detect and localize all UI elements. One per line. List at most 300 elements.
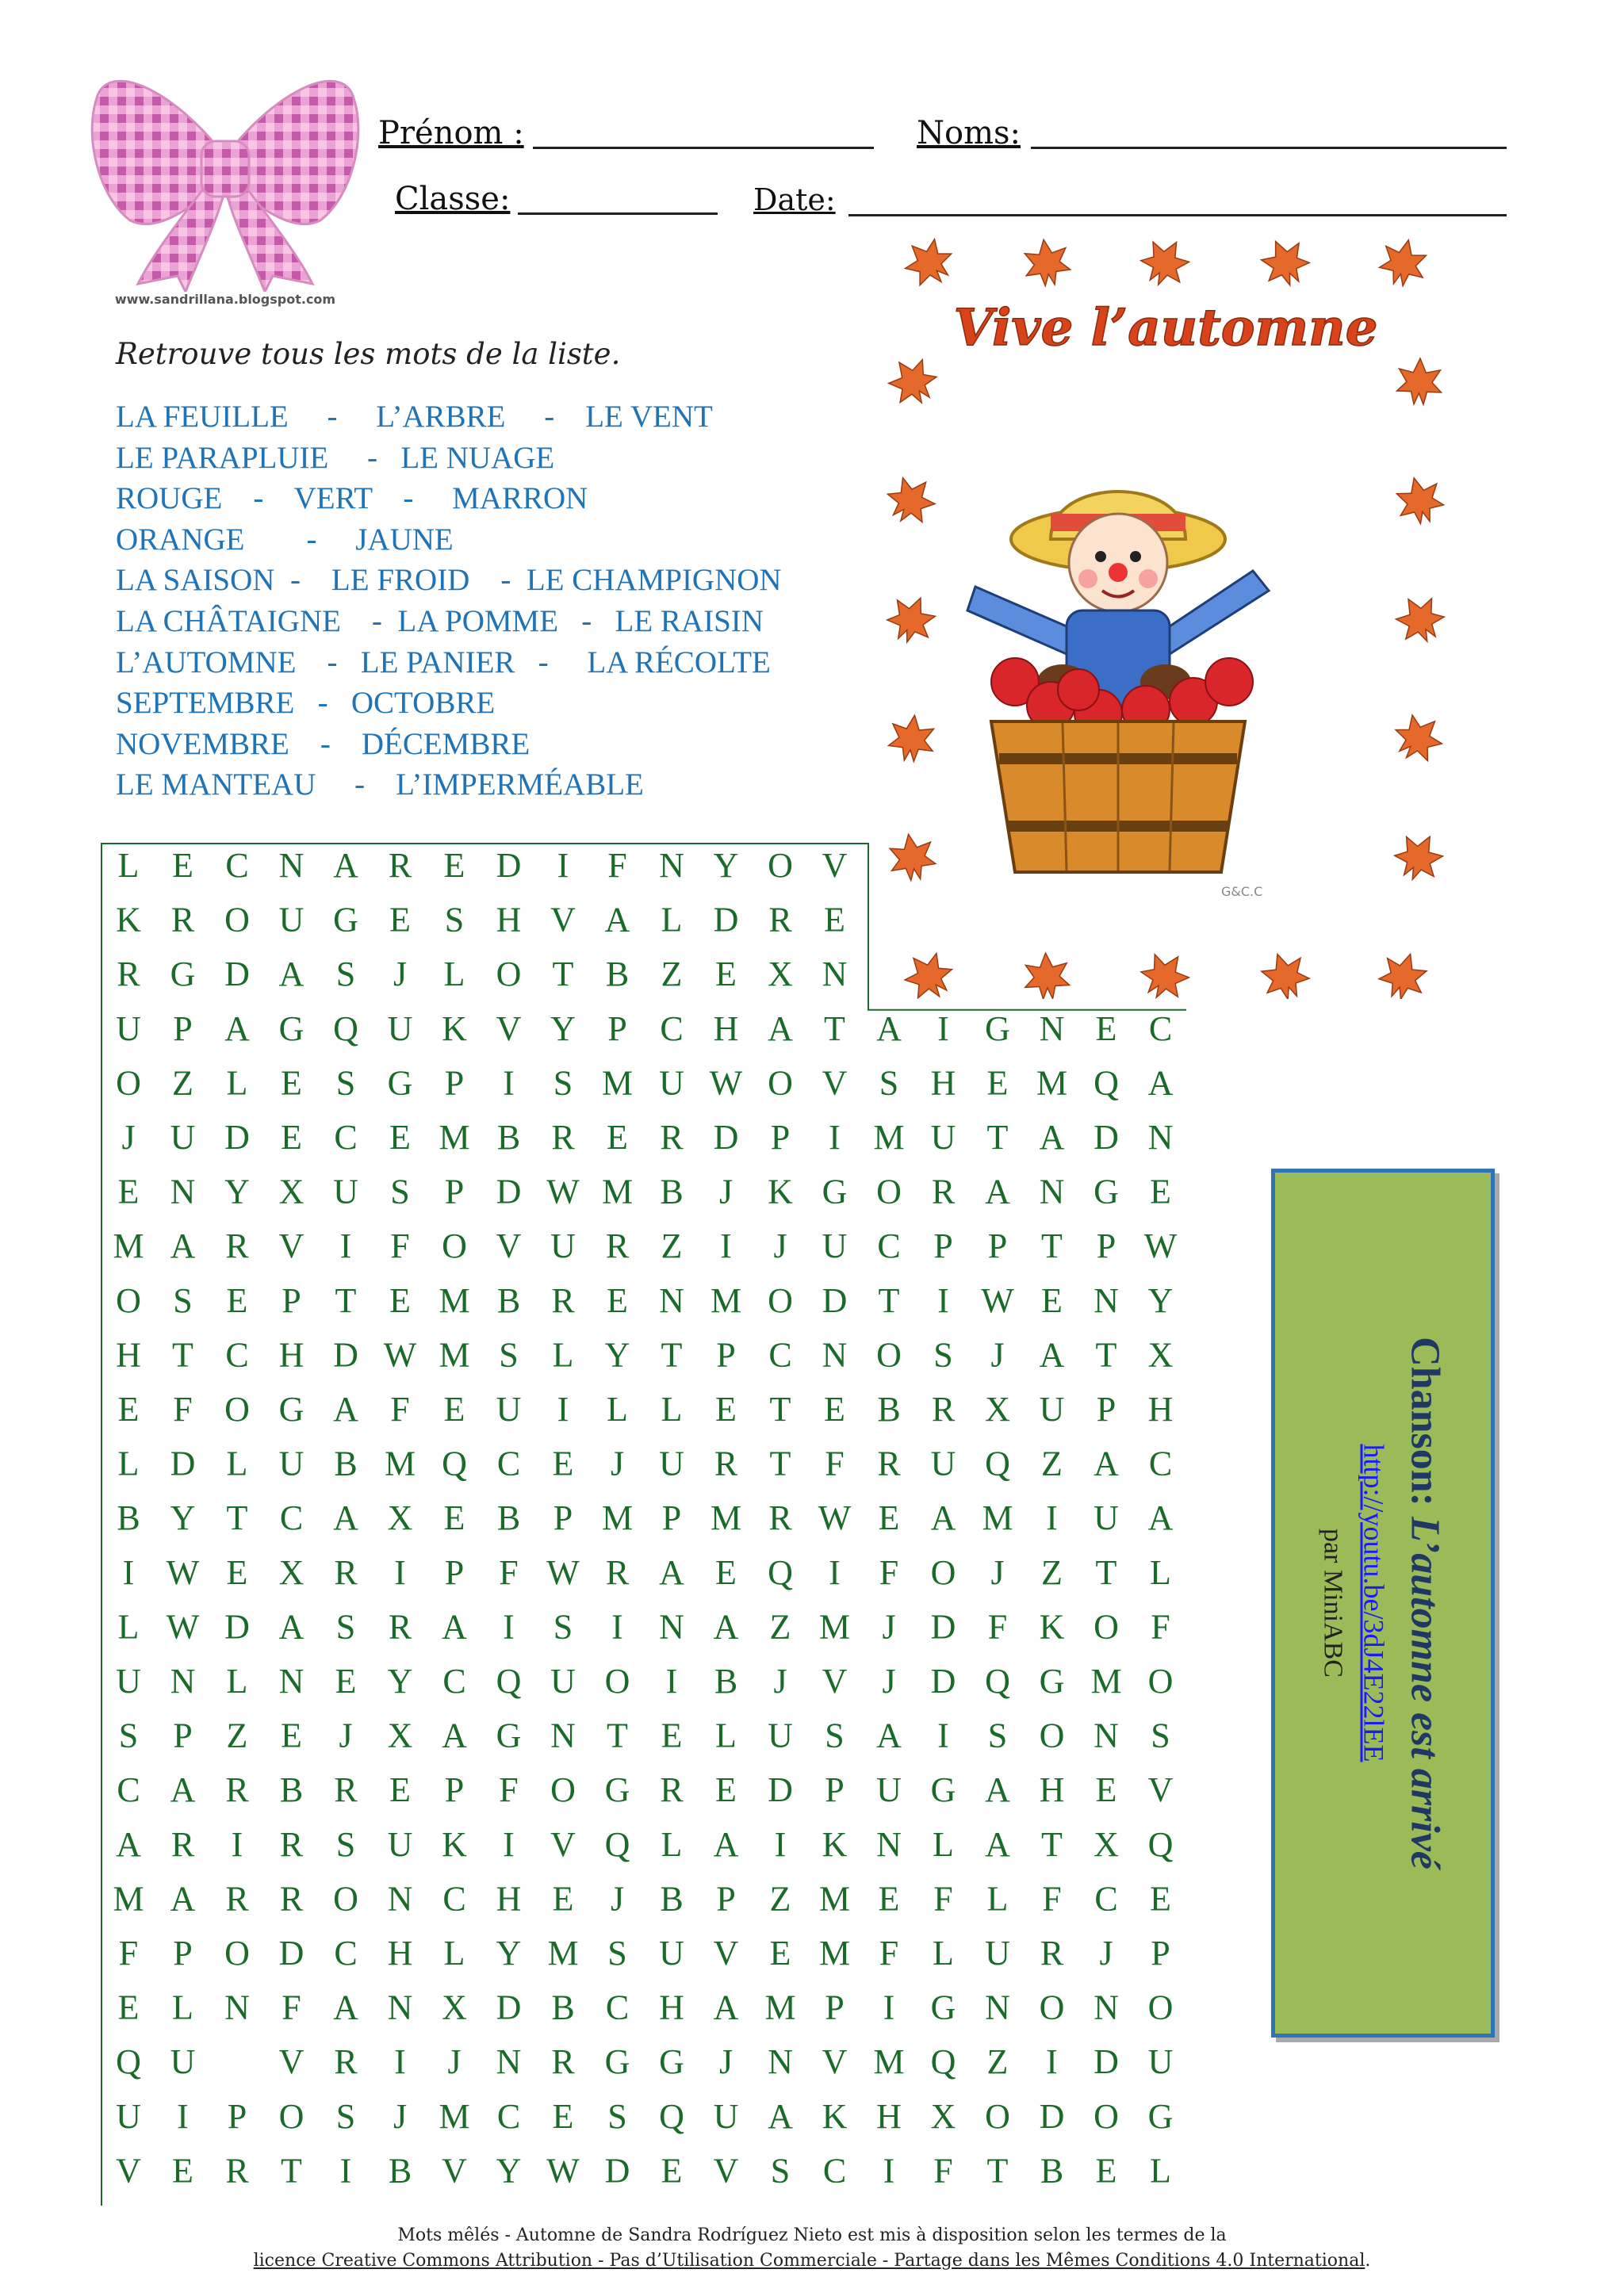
grid-letter: B	[279, 1770, 304, 1810]
grid-letter: F	[933, 1879, 953, 1919]
grid-letter: B	[551, 1988, 575, 2027]
grid-letter: D	[496, 1988, 522, 2027]
grid-letter: J	[882, 1662, 896, 1701]
grid-letter: E	[443, 1498, 465, 1538]
basket	[991, 721, 1245, 872]
license-line-1: Mots mêlés - Automne de Sandra Rodríguez Nieto est mis à disposition selon les termes de la	[397, 2225, 1227, 2245]
grid-letter: J	[773, 1226, 787, 1266]
grid-letter: Z	[769, 1607, 791, 1647]
grid-letter: I	[1046, 2042, 1058, 2082]
word-list-row: LA FEUILLE - L’ARBRE - LE VENT	[116, 400, 713, 434]
word-list-row: SEPTEMBRE - OCTOBRE	[116, 686, 496, 721]
grid-letter: U	[1094, 1498, 1119, 1538]
grid-letter: B	[334, 1444, 358, 1483]
grid-letter: W	[981, 1280, 1014, 1320]
grid-letter: U	[930, 1444, 956, 1483]
grid-letter: N	[822, 1335, 848, 1375]
grid-letter: S	[987, 1716, 1008, 1755]
grid-letter: P	[444, 1063, 465, 1103]
grid-letter: E	[281, 1716, 302, 1755]
grid-letter: S	[335, 2096, 356, 2136]
grid-letter: F	[282, 1988, 301, 2027]
grid-letter: A	[224, 1008, 250, 1048]
grid-letter: A	[713, 1988, 739, 2027]
grid-letter: E	[1150, 1879, 1171, 1919]
grid-letter: T	[226, 1498, 248, 1538]
grid-letter: X	[442, 1988, 467, 2027]
song-box	[1271, 1169, 1495, 2038]
grid-letter: R	[714, 1444, 738, 1483]
grid-letter: L	[933, 1824, 954, 1864]
grid-letter: Q	[985, 1662, 1010, 1701]
grid-letter: T	[661, 1335, 683, 1375]
grid-letter: U	[1147, 2042, 1174, 2082]
grid-letter: N	[1039, 1172, 1065, 1211]
grid-letter: U	[713, 2096, 739, 2136]
grid-letter: H	[1147, 1390, 1174, 1429]
grid-letter: Q	[333, 1008, 358, 1048]
grid-letter: O	[550, 1770, 576, 1810]
grid-letter: I	[122, 1552, 135, 1592]
grid-letter: E	[389, 1770, 411, 1810]
grid-letter: S	[825, 1716, 845, 1755]
grid-letter: I	[339, 2151, 352, 2191]
grid-letter: S	[335, 1607, 356, 1647]
grid-letter: D	[496, 846, 522, 885]
grid-letter: J	[339, 1716, 353, 1755]
grid-letter: B	[877, 1390, 901, 1429]
grid-letter: N	[387, 1879, 413, 1919]
grid-letter: B	[605, 955, 630, 994]
grid-letter: I	[231, 1824, 243, 1864]
song-content	[1318, 1191, 1449, 2015]
grid-letter: T	[1095, 1335, 1117, 1375]
grid-letter: A	[659, 1552, 684, 1592]
grid-letter: L	[661, 1390, 683, 1429]
grid-letter: Z	[172, 1063, 193, 1103]
grid-letter: E	[117, 1172, 140, 1211]
grid-letter: H	[116, 1335, 141, 1375]
grid-letter: V	[822, 846, 848, 885]
grid-letter: I	[503, 1824, 515, 1864]
grid-letter: S	[335, 1824, 356, 1864]
grid-letter: X	[930, 2096, 956, 2136]
grid-letter: P	[444, 1172, 465, 1211]
grid-letter: T	[824, 1008, 845, 1048]
grid-letter: Q	[604, 1824, 630, 1864]
grid-letter: N	[822, 955, 848, 994]
maple-leaf-icon	[1134, 944, 1197, 999]
grid-letter: E	[389, 1280, 411, 1320]
grid-letter: I	[883, 2151, 895, 2191]
grid-letter: E	[1041, 1280, 1063, 1320]
grid-letter: I	[394, 1552, 406, 1592]
grid-letter: V	[713, 2151, 739, 2191]
grid-letter: X	[768, 955, 793, 994]
grid-letter: J	[393, 2096, 408, 2136]
grid-letter: M	[1090, 1662, 1122, 1701]
grid-letter: P	[716, 1335, 736, 1375]
grid-letter: T	[769, 1444, 791, 1483]
grid-letter: V	[822, 1063, 848, 1103]
grid-letter: C	[1148, 1444, 1173, 1483]
grid-letter: U	[1039, 1390, 1065, 1429]
grid-letter: J	[882, 1607, 896, 1647]
grid-letter: L	[117, 1607, 140, 1647]
grid-letter: O	[496, 955, 522, 994]
grid-letter: D	[224, 955, 250, 994]
grid-letter: E	[607, 1280, 628, 1320]
grid-letter: E	[172, 2151, 193, 2191]
grid-letter: E	[1095, 2151, 1117, 2191]
picture-signature: G&C.C	[1221, 884, 1263, 899]
grid-letter: D	[496, 1172, 522, 1211]
grid-letter: J	[447, 2042, 462, 2082]
grid-letter: O	[333, 1879, 358, 1919]
grid-letter: J	[773, 1662, 787, 1701]
grid-letter: W	[546, 1552, 580, 1592]
noms-label: Noms:	[917, 115, 1021, 151]
grid-letter: I	[1046, 1498, 1058, 1538]
maple-leaf-icon	[1387, 706, 1451, 770]
grid-letter: A	[1094, 1444, 1119, 1483]
bow-logo	[82, 62, 368, 292]
license-footer	[0, 2223, 1624, 2274]
grid-letter: U	[170, 2042, 196, 2082]
grid-letter: B	[660, 1879, 684, 1919]
grid-letter: R	[334, 1552, 358, 1592]
grid-letter: P	[173, 1716, 193, 1755]
grid-letter: F	[933, 2151, 953, 2191]
maple-leaf-icon	[880, 469, 943, 532]
grid-letter: B	[496, 1280, 521, 1320]
grid-letter: R	[551, 1280, 575, 1320]
grid-letter: A	[768, 1008, 793, 1048]
grid-letter: O	[1039, 1988, 1065, 2027]
grid-letter: U	[116, 1662, 141, 1701]
maple-leaf-icon	[1375, 947, 1431, 999]
word-list	[116, 396, 782, 806]
grid-letter: M	[873, 2042, 905, 2082]
grid-letter: J	[610, 1879, 625, 1919]
grid-letter: E	[1150, 1172, 1171, 1211]
grid-letter: M	[601, 1063, 634, 1103]
grid-letter: U	[333, 1172, 358, 1211]
grid-letter: I	[829, 1118, 841, 1157]
grid-letter: G	[822, 1172, 848, 1211]
grid-letter: L	[172, 1988, 193, 2027]
grid-letter: P	[661, 1498, 682, 1538]
grid-letter: T	[607, 1716, 628, 1755]
grid-letter: S	[335, 955, 356, 994]
grid-letter: E	[226, 1280, 248, 1320]
grid-letter: O	[1147, 1662, 1174, 1701]
noms-field[interactable]	[1031, 147, 1507, 149]
grid-letter: M	[818, 1934, 851, 1973]
grid-letter: M	[710, 1280, 742, 1320]
word-list-row: LA SAISON - LE FROID - LE CHAMPIGNON	[116, 563, 782, 598]
prenom-label: Prénom :	[378, 115, 524, 151]
grid-letter: W	[383, 1335, 417, 1375]
grid-letter: Q	[116, 2042, 141, 2082]
grid-letter: M	[818, 1607, 851, 1647]
grid-letter: K	[442, 1824, 467, 1864]
grid-letter: P	[444, 1552, 465, 1592]
grid-letter: E	[117, 1988, 140, 2027]
grid-letter: U	[278, 1444, 304, 1483]
grid-letter: R	[170, 1824, 195, 1864]
grid-letter: A	[1147, 1498, 1174, 1538]
grid-letter: V	[713, 1934, 739, 1973]
grid-letter: T	[1041, 1226, 1063, 1266]
grid-letter: T	[1041, 1824, 1063, 1864]
grid-letter: M	[601, 1172, 634, 1211]
grid-letter: W	[166, 1552, 200, 1592]
grid-letter: N	[1094, 1988, 1119, 2027]
grid-letter: A	[278, 1607, 304, 1647]
grid-letter: D	[930, 1607, 956, 1647]
grid-letter: P	[1151, 1934, 1170, 1973]
grid-letter: G	[278, 1008, 304, 1048]
date-field[interactable]	[848, 214, 1507, 216]
grid-letter: T	[986, 2151, 1009, 2191]
grid-letter: P	[825, 1770, 845, 1810]
grid-letter: G	[387, 1063, 413, 1103]
grid-letter: U	[496, 1390, 522, 1429]
grid-letter: T	[552, 955, 574, 994]
grid-letter: R	[225, 2151, 249, 2191]
grid-letter: R	[605, 1226, 630, 1266]
grid-letter: A	[1039, 1335, 1065, 1375]
grid-letter: R	[1040, 1934, 1064, 1973]
grid-letter: S	[607, 2096, 627, 2136]
grid-letter: H	[713, 1008, 739, 1048]
grid-letter: E	[878, 1498, 900, 1538]
grid-letter: M	[818, 1879, 851, 1919]
grid-letter: N	[768, 2042, 793, 2082]
grid-letter: D	[604, 2151, 630, 2191]
grid-letter: P	[173, 1008, 193, 1048]
grid-letter: F	[499, 1770, 519, 1810]
grid-letter: D	[768, 1770, 793, 1810]
grid-letter: M	[439, 1280, 470, 1320]
grid-letter: G	[1094, 1172, 1119, 1211]
grid-letter: G	[930, 1988, 956, 2027]
grid-letter: L	[607, 1390, 628, 1429]
grid-letter: H	[930, 1063, 956, 1103]
grid-letter: G	[333, 900, 358, 939]
grid-letter: J	[393, 955, 408, 994]
song-link[interactable]: http://youtu.be/3dJ4E22lEE	[1358, 1444, 1390, 1762]
grid-letter: O	[876, 1335, 902, 1375]
maple-leaf-icon	[1389, 588, 1450, 650]
grid-letter: E	[715, 1552, 737, 1592]
grid-letter: Z	[769, 1879, 791, 1919]
grid-letter: V	[496, 1008, 522, 1048]
grid-letter: X	[278, 1552, 304, 1592]
grid-letter: L	[226, 1662, 248, 1701]
grid-letter: T	[172, 1335, 193, 1375]
grid-letter: I	[937, 1280, 949, 1320]
grid-letter: C	[442, 1879, 466, 1919]
prenom-field[interactable]	[533, 147, 874, 149]
grid-letter: N	[387, 1988, 413, 2027]
grid-letter: M	[439, 1118, 470, 1157]
grid-letter: S	[1151, 1716, 1170, 1755]
grid-letter: M	[764, 1988, 796, 2027]
maple-leaf-icon	[883, 589, 941, 649]
maple-leaf-icon	[1021, 238, 1072, 289]
grid-letter: H	[496, 900, 522, 939]
grid-letter: A	[985, 1824, 1010, 1864]
grid-letter: I	[503, 1607, 515, 1647]
grid-letter: C	[496, 1444, 521, 1483]
grid-letter: U	[387, 1824, 413, 1864]
grid-letter: O	[768, 846, 793, 885]
grid-letter: Q	[1147, 1824, 1174, 1864]
grid-letter: R	[279, 1879, 304, 1919]
grid-letter: Y	[1147, 1280, 1174, 1320]
grid-letter: N	[985, 1988, 1010, 2027]
grid-letter: A	[170, 1770, 196, 1810]
grid-letter: D	[713, 1118, 739, 1157]
grid-letter: L	[117, 1444, 140, 1483]
grid-letter: O	[930, 1552, 956, 1592]
grid-letter: A	[876, 1008, 902, 1048]
grid-letter: N	[278, 846, 304, 885]
grid-border	[102, 844, 1186, 2206]
grid-letter: A	[1147, 1063, 1174, 1103]
grid-letter: C	[225, 1335, 249, 1375]
maple-leaf-icon	[887, 713, 937, 763]
grid-letter: I	[774, 1824, 787, 1864]
grid-letter: D	[170, 1444, 196, 1483]
grid-letter: A	[930, 1498, 956, 1538]
grid-letter: U	[822, 1226, 848, 1266]
grid-letter: Y	[387, 1662, 413, 1701]
grid-letter: Z	[986, 2042, 1009, 2082]
grid-letter: U	[659, 1444, 684, 1483]
grid-letter: L	[552, 1335, 574, 1375]
grid-letter: I	[394, 2042, 406, 2082]
maple-leaf-icon	[1388, 826, 1450, 888]
license-link[interactable]: licence Creative Commons Attribution - Pas d’Utilisation Commerciale - Partage dans les Mêmes Conditions 4.0 International	[253, 2251, 1365, 2271]
grid-letter: D	[224, 1607, 250, 1647]
grid-letter: R	[931, 1390, 956, 1429]
grid-letter: E	[1095, 1008, 1117, 1048]
grid-letter: M	[439, 2096, 470, 2136]
grid-letter: N	[1039, 1008, 1065, 1048]
grid-letter: N	[659, 1607, 684, 1647]
grid-letter: G	[604, 2042, 630, 2082]
grid-letter: O	[1039, 1716, 1065, 1755]
grid-letter: A	[333, 846, 358, 885]
grid-letter: O	[604, 1662, 630, 1701]
grid-letter: K	[116, 900, 141, 939]
grid-letter: E	[552, 1444, 574, 1483]
grid-letter: O	[1094, 2096, 1119, 2136]
grid-letter: A	[442, 1607, 467, 1647]
grid-letter: S	[933, 1335, 953, 1375]
word-list-row: NOVEMBRE - DÉCEMBRE	[116, 726, 530, 761]
grid-letter: Z	[661, 955, 683, 994]
grid-letter: X	[387, 1498, 413, 1538]
grid-letter: G	[1147, 2096, 1174, 2136]
grid-letter: L	[226, 1063, 248, 1103]
grid-letter: P	[607, 1008, 627, 1048]
grid-letter: I	[665, 1662, 678, 1701]
grid-letter: T	[878, 1280, 900, 1320]
grid-letter: U	[876, 1770, 902, 1810]
grid-letter: E	[661, 1716, 683, 1755]
grid-letter: B	[714, 1662, 738, 1701]
autumn-illustration	[880, 238, 1451, 999]
grid-letter: G	[604, 1770, 630, 1810]
grid-letter: V	[822, 2042, 848, 2082]
song-author: par MiniABC	[1318, 1529, 1348, 1678]
grid-letter: R	[225, 1879, 249, 1919]
grid-letter: O	[876, 1172, 902, 1211]
grid-letter: F	[825, 1444, 845, 1483]
grid-letter: L	[226, 1444, 248, 1483]
grid-letter: F	[879, 1552, 899, 1592]
word-list-row: LA CHÂTAIGNE - LA POMME - LE RAISIN	[116, 603, 764, 638]
grid-letter: C	[225, 846, 249, 885]
grid-letter: S	[770, 2151, 791, 2191]
grid-letter: N	[170, 1172, 196, 1211]
grid-letter: R	[660, 1118, 684, 1157]
grid-letter: L	[1150, 2151, 1171, 2191]
grid-letter: R	[170, 900, 195, 939]
grid-letter: D	[1094, 2042, 1119, 2082]
grid-letter: E	[769, 1934, 791, 1973]
grid-letter: J	[610, 1444, 625, 1483]
grid-letter: O	[1147, 1988, 1174, 2027]
maple-leaf-icon	[896, 238, 960, 294]
classe-field[interactable]	[518, 212, 718, 215]
grid-letter: A	[442, 1716, 467, 1755]
grid-letter: L	[443, 955, 465, 994]
date-label: Date:	[753, 182, 836, 217]
grid-letter: S	[553, 1607, 573, 1647]
grid-letter: U	[116, 1008, 141, 1048]
grid-letter: R	[334, 2042, 358, 2082]
grid-letter: U	[659, 1934, 684, 1973]
grid-letter: S	[173, 1280, 193, 1320]
grid-letter: O	[224, 1934, 250, 1973]
grid-letter: A	[768, 2096, 793, 2136]
grid-letter: E	[986, 1063, 1009, 1103]
grid-letter: O	[116, 1063, 141, 1103]
grid-letter: M	[113, 1226, 144, 1266]
grid-letter: R	[225, 1226, 249, 1266]
grid-letter: Y	[713, 846, 739, 885]
word-list-row: ORANGE - JAUNE	[116, 522, 454, 557]
grid-letter: E	[1095, 1770, 1117, 1810]
grid-letter: C	[822, 2151, 847, 2191]
grid-letter: Y	[496, 2151, 522, 2191]
grid-letter: A	[170, 1226, 196, 1266]
grid-letter: P	[770, 1118, 791, 1157]
grid-letter: I	[829, 1552, 841, 1592]
grid-letter: P	[716, 1879, 736, 1919]
grid-letter: Z	[1041, 1552, 1063, 1592]
grid-letter: Y	[170, 1498, 196, 1538]
grid-letter: P	[227, 2096, 247, 2136]
grid-letter: V	[1147, 1770, 1174, 1810]
grid-letter: K	[822, 2096, 848, 2136]
grid-letter: R	[388, 1607, 412, 1647]
